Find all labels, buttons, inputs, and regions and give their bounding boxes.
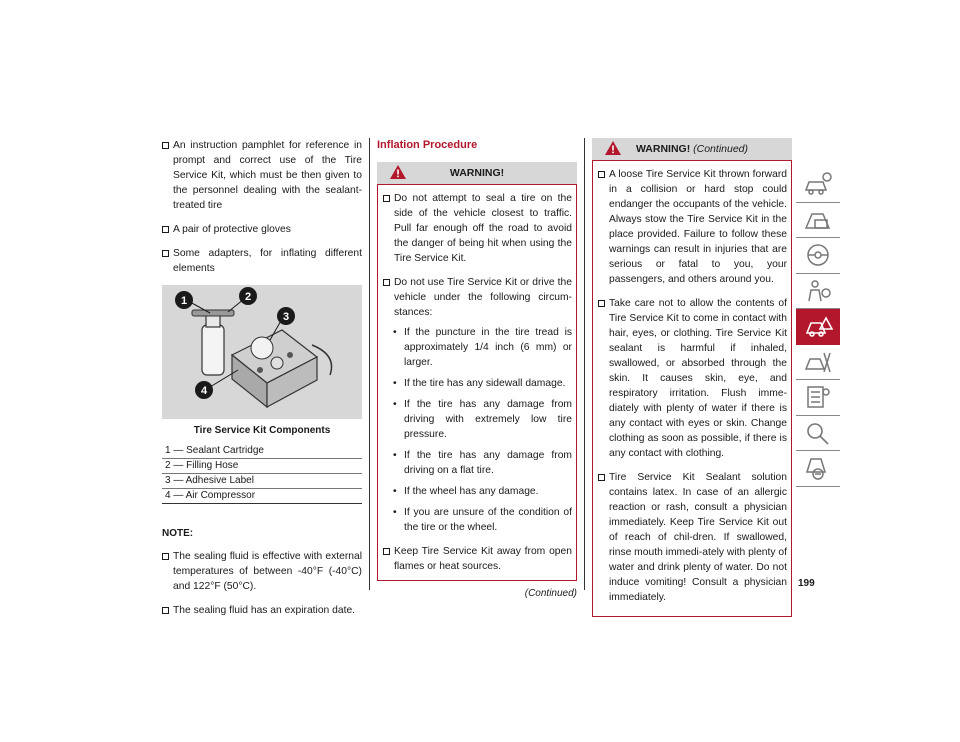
list-item: The sealing fluid has an expiration date. <box>162 603 362 618</box>
tire-service-kit-figure <box>162 285 362 419</box>
callout-1 <box>175 291 193 309</box>
warning-header <box>377 162 577 184</box>
column-2 <box>377 138 577 601</box>
legend-item: 3 — Adhesive Label <box>162 474 362 489</box>
column-1 <box>162 138 362 627</box>
tab-multimedia[interactable] <box>796 451 840 487</box>
list-item: A pair of protective gloves <box>162 222 362 237</box>
column-3 <box>592 138 792 617</box>
warning-lights-icon <box>803 206 833 234</box>
warning-title: WARNING! <box>635 143 691 155</box>
list-item: A loose Tire Service Kit thrown forward in a collision or hard stop could endanger the occupants of the vehicle. Always stow the Tire Service Kit in the place provided. Failure to follow these warnings can result in injuries that are serious or fatal to you, your passengers, and others around you. <box>598 167 787 287</box>
index-search-icon <box>803 419 833 447</box>
legend-item: 4 — Air Compressor <box>162 489 362 504</box>
warning-title: WARNING! <box>449 167 505 179</box>
legend-item: 2 — Filling Hose <box>162 459 362 474</box>
tab-roadside-emergency[interactable] <box>796 309 840 345</box>
note-label: NOTE: <box>162 528 194 539</box>
multimedia-icon <box>803 454 833 482</box>
tab-driving[interactable] <box>796 238 840 274</box>
sub-list-item: • If you are unsure of the condition of the tire or the wheel. <box>383 505 572 535</box>
checkbox-bullet-icon <box>383 548 390 555</box>
car-info-icon <box>803 170 833 198</box>
sub-list-item: • If the wheel has any damage. <box>383 484 572 499</box>
list-item: Keep Tire Service Kit away from open flames or heat sources. <box>383 544 572 574</box>
svg-text:1: 1 <box>180 295 188 307</box>
tab-warning-lights[interactable] <box>796 203 840 239</box>
svg-text:3: 3 <box>282 311 290 323</box>
checkbox-bullet-icon <box>162 553 169 560</box>
svg-text:2: 2 <box>244 291 252 303</box>
tab-car-info[interactable] <box>796 167 840 203</box>
tab-safety[interactable] <box>796 274 840 310</box>
warning-header <box>592 138 792 160</box>
list-item: Do not use Tire Service Kit or drive the vehicle under the following circum-stances: <box>383 275 572 320</box>
chapter-tab-bar <box>796 167 840 487</box>
column-divider <box>369 138 370 590</box>
checkbox-bullet-icon <box>383 195 390 202</box>
specifications-icon <box>803 383 833 411</box>
list-item: Some adapters, for inflating different elements <box>162 246 362 276</box>
figure-legend <box>162 444 362 504</box>
roadside-emergency-icon <box>803 312 833 340</box>
warning-triangle-icon <box>604 140 622 156</box>
svg-text:4: 4 <box>200 385 208 397</box>
warning-box <box>592 160 792 617</box>
maintenance-icon <box>803 348 833 376</box>
page-number: 199 <box>798 578 815 589</box>
figure-caption: Tire Service Kit Components <box>193 425 331 436</box>
column-divider <box>584 138 585 590</box>
warning-triangle-icon <box>389 164 407 180</box>
legend-item: 1 — Sealant Cartridge <box>162 444 362 459</box>
checkbox-bullet-icon <box>598 300 605 307</box>
section-title: Inflation Procedure <box>377 139 478 151</box>
checkbox-bullet-icon <box>598 171 605 178</box>
tab-specifications[interactable] <box>796 380 840 416</box>
checkbox-bullet-icon <box>383 279 390 286</box>
warning-box <box>377 184 577 581</box>
tab-index[interactable] <box>796 416 840 452</box>
continued-label: (Continued) <box>524 588 577 599</box>
sub-list-item: • If the tire has any damage from driving with extremely low tire pressure. <box>383 397 572 442</box>
list-item: Tire Service Kit Sealant solution contains latex. In case of an allergic reaction or rash, consult a physician immediately. Keep Tire Service Kit out of reach of chil-dren. If swallowed, rinse mouth immedi-ately with plenty of water and drink plenty of water. Do not induce vomiting! Consult a physician immediately. <box>598 470 787 605</box>
checkbox-bullet-icon <box>162 607 169 614</box>
warning-continued: (Continued) <box>693 143 749 155</box>
sub-list-item: • If the tire has any sidewall damage. <box>383 376 572 391</box>
checkbox-bullet-icon <box>162 142 169 149</box>
checkbox-bullet-icon <box>162 250 169 257</box>
steering-wheel-icon <box>803 241 833 269</box>
sub-list-item: • If the tire has any damage from driving on a flat tire. <box>383 448 572 478</box>
tab-maintenance[interactable] <box>796 345 840 381</box>
list-item: An instruction pamphlet for reference in prompt and correct use of the Tire Service Kit, which must be then given to the personnel dealing with the sealant-treated tire <box>162 138 362 213</box>
safety-icon <box>803 277 833 305</box>
callout-4 <box>195 381 213 399</box>
checkbox-bullet-icon <box>162 226 169 233</box>
checkbox-bullet-icon <box>598 474 605 481</box>
list-item: Do not attempt to seal a tire on the side of the vehicle closest to traffic. Pull far enough off the road to avoid the danger of being hit when using the Tire Service Kit. <box>383 191 572 266</box>
callout-3 <box>277 307 295 325</box>
list-item: The sealing fluid is effective with external temperatures of between -40°F (-40°C) and 122°F (50°C). <box>162 549 362 594</box>
tire-service-kit-illustration <box>162 285 362 419</box>
list-item: Take care not to allow the contents of Tire Service Kit to come in contact with hair, eyes, or clothing. Tire Service Kit sealant is harmful if inhaled, swallowed, or absorbed through the skin. It causes skin, eye, and respiratory irritation. Flush imme-diately with plenty of water if there is any contact with eyes or skin. Change clothing as soon as possible, if there is any contact with clothing. <box>598 296 787 461</box>
sub-list-item: • If the puncture in the tire tread is approximately 1/4 inch (6 mm) or larger. <box>383 325 572 370</box>
callout-2 <box>239 287 257 305</box>
